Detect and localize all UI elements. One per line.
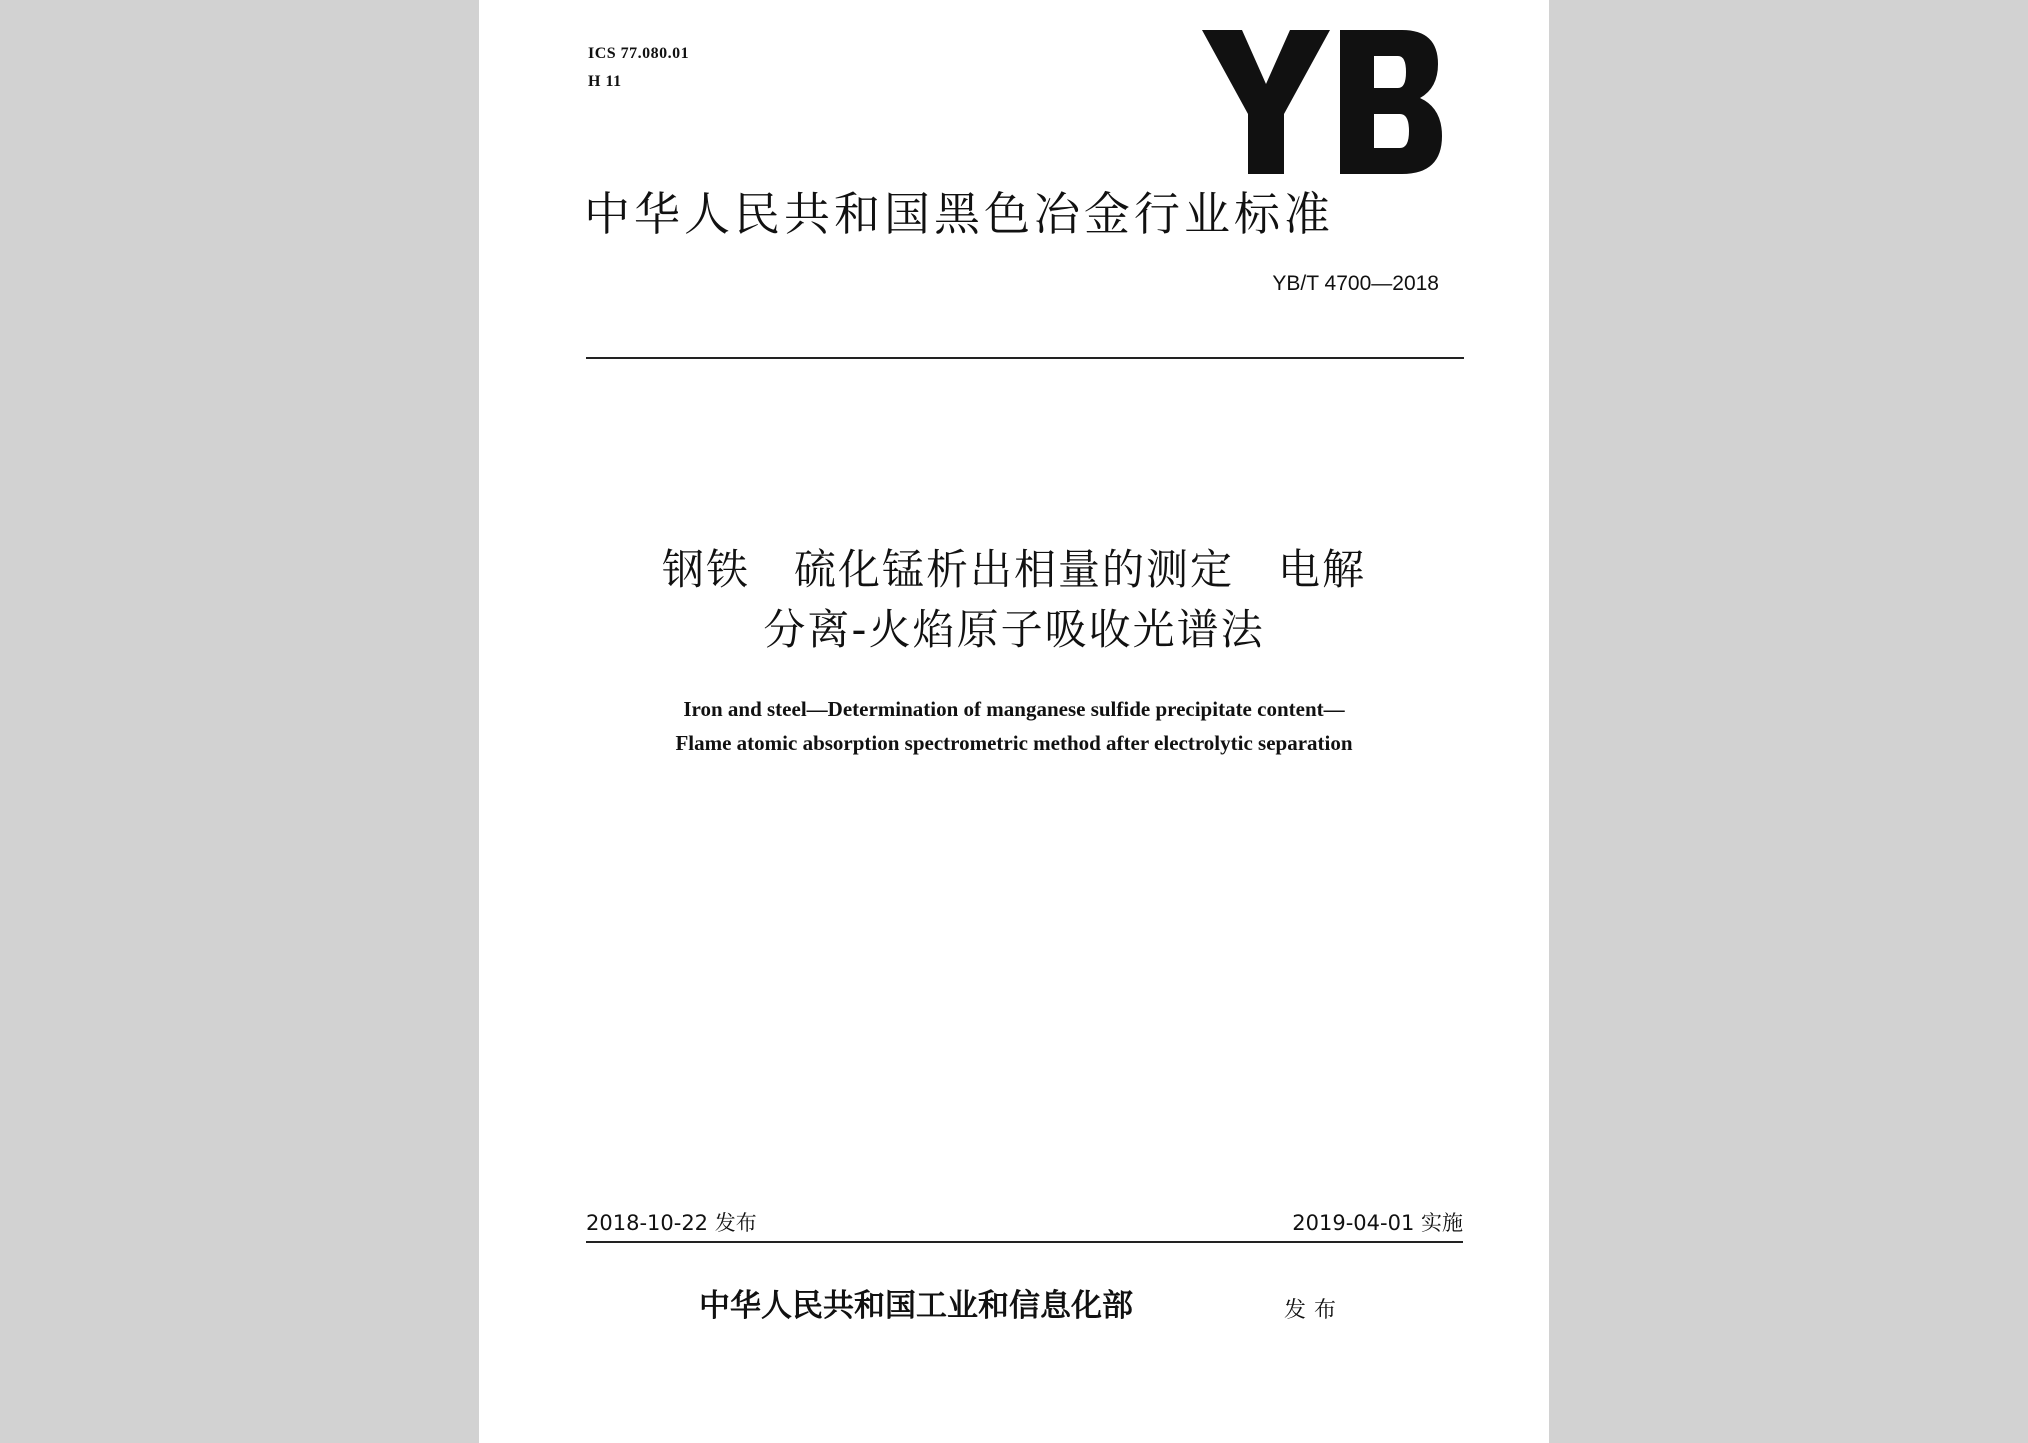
header-divider bbox=[586, 357, 1464, 359]
english-title bbox=[479, 692, 1549, 760]
footer-divider bbox=[586, 1241, 1463, 1243]
standard-category-title: 中华人民共和国黑色冶金行业标准 bbox=[584, 187, 1334, 241]
issue-date: 2018-10-22 发布 bbox=[586, 1211, 757, 1235]
chinese-title-line-2: 分离-火焰原子吸收光谱法 bbox=[763, 605, 1265, 654]
classification-codes bbox=[588, 40, 689, 96]
english-title-line-1: Iron and steel—Determination of manganese sulfide precipitate content— bbox=[683, 697, 1345, 721]
standard-number: YB/T 4700—2018 bbox=[1272, 272, 1439, 295]
english-title-line-2: Flame atomic absorption spectrometric method after electrolytic separation bbox=[675, 731, 1353, 755]
ics-code: ICS 77.080.01 bbox=[588, 45, 690, 62]
implementation-date: 2019-04-01 实施 bbox=[1292, 1211, 1463, 1235]
issuing-authority: 中华人民共和国工业和信息化部 bbox=[699, 1288, 1133, 1324]
ccs-code: H 11 bbox=[588, 73, 622, 90]
yb-logo bbox=[1202, 22, 1442, 182]
document-page bbox=[479, 0, 1549, 1443]
chinese-title-line-1: 钢铁 硫化锰析出相量的测定 电解 bbox=[661, 545, 1366, 594]
chinese-title bbox=[479, 540, 1549, 660]
issuing-label: 发布 bbox=[1284, 1298, 1345, 1323]
